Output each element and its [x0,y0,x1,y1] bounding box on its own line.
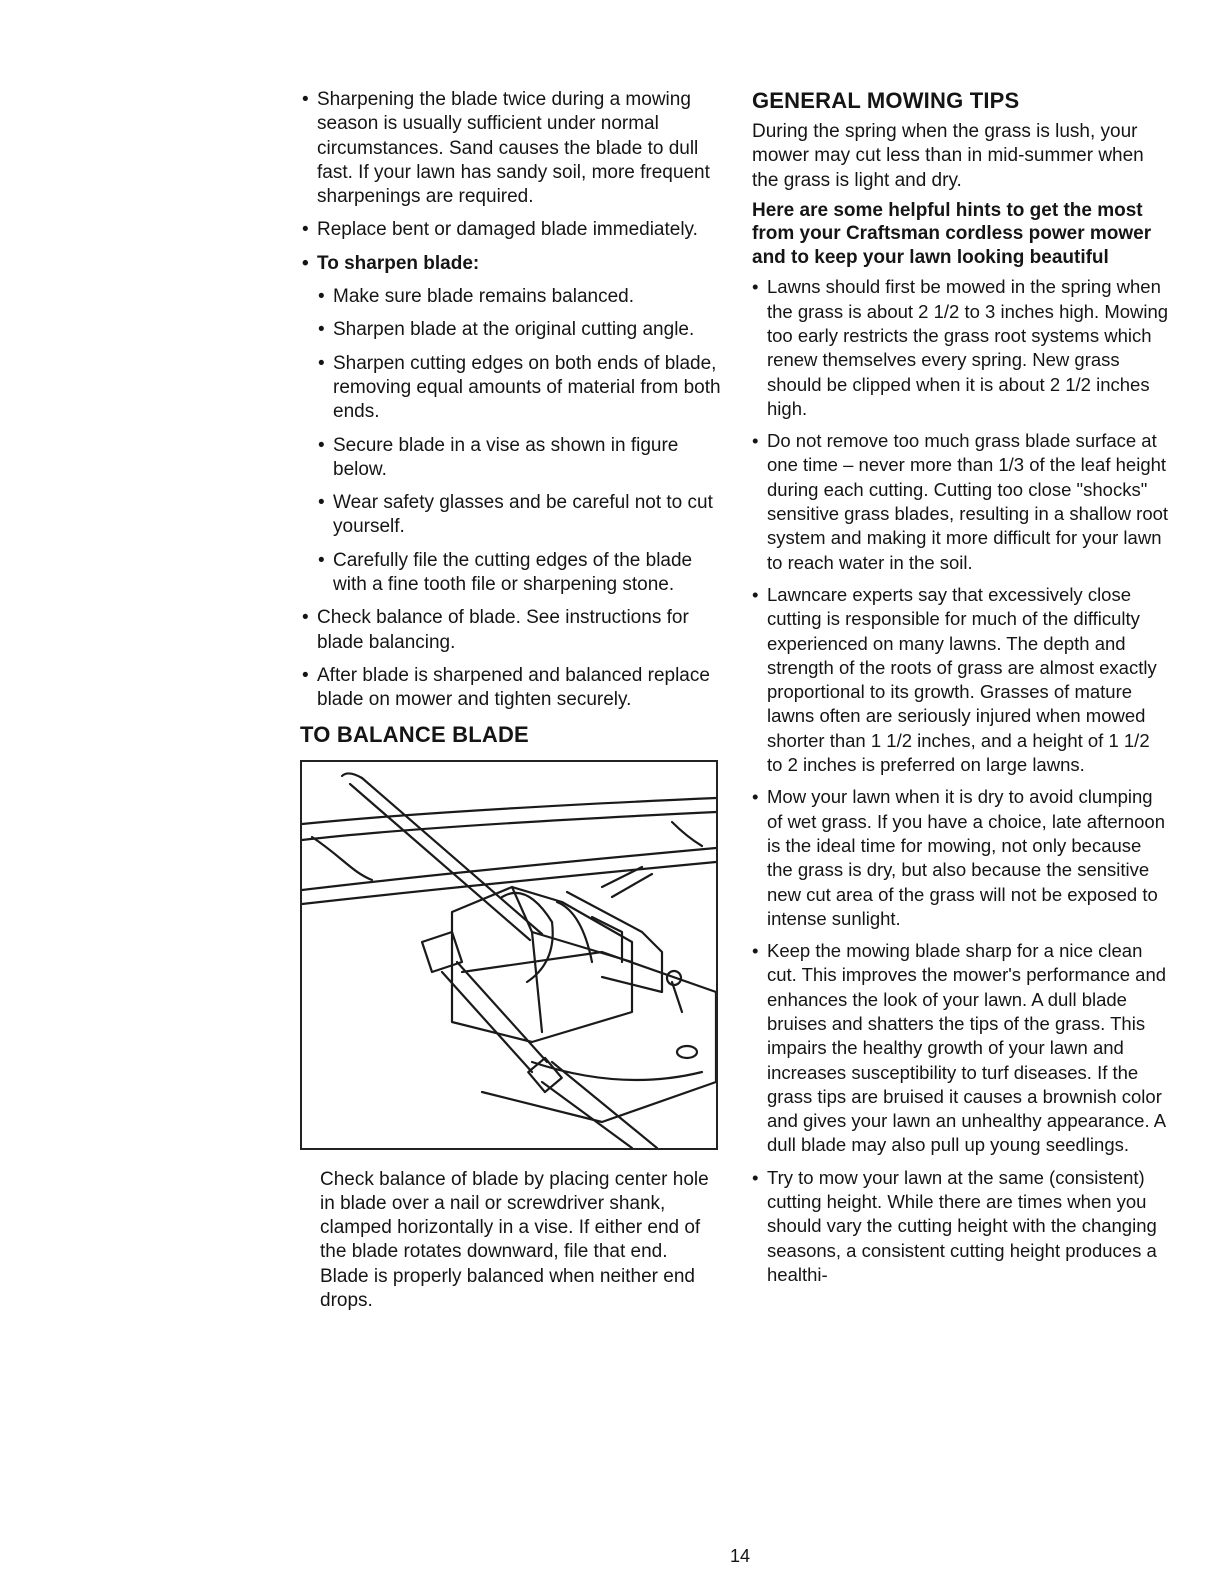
balance-caption: Check balance of blade by placing center hole in blade over a nail or screwdriver shank, clamped horizontally in a vise. If either end of the blade rotates downward, file that end. Blade is properly balanced when neither end drops. [320,1168,709,1312]
vise-figure [300,760,718,1150]
helpful-hints: Here are some helpful hints to get the most from your Craftsman cordless power mower and to keep your lawn looking beautiful [752,199,1152,268]
page-number: 14 [730,1546,751,1566]
sharpen-heading: • To sharpen blade: [300,252,725,276]
bullet-check-balance: • Check balance of blade. See instructions for blade balancing. [300,606,725,655]
right-column [752,88,1170,1295]
mowing-tips-heading: GENERAL MOWING TIPS [752,88,1020,113]
step-balanced: • Make sure blade remains balanced. [316,285,725,309]
mowing-intro: During the spring when the grass is lush, your mower may cut less than in mid-summer when the grass is light and dry. [752,121,1144,191]
tip-close-cutting: • Lawncare experts say that excessively close cutting is responsible for much of the difficulty experienced on many lawns. The depth and strength of the roots of grass are almost exactly proportional to its growth. Grasses of mature lawns often are seriously injured when mowed shorter than 1 1/2 inches, and a height of 1 1/2 to 2 inches is preferred on large lawns. [752,583,1170,777]
left-column [300,88,725,1313]
bullet-replace-securely: • After blade is sharpened and balanced replace blade on mower and tighten securely. [300,664,725,713]
step-safety-glasses: • Wear safety glasses and be careful not to cut yourself. [316,491,725,540]
step-angle: • Sharpen blade at the original cutting angle. [316,318,725,342]
tip-first-mowing: • Lawns should first be mowed in the spring when the grass is about 2 1/2 to 3 inches high. Mowing too early restricts the grass root systems which renew themselves every spring. New grass should be clipped when it is about 2 1/2 inches high. [752,275,1170,421]
bullet-sharpening-frequency: • Sharpening the blade twice during a mowing season is usually sufficient under normal circumstances. Sand causes the blade to dull fast. If your lawn has sandy soil, more frequent sharpenings are required. [300,88,725,209]
step-vise: • Secure blade in a vise as shown in figure below. [316,434,725,483]
tip-mow-dry: • Mow your lawn when it is dry to avoid clumping of wet grass. If you have a choice, late afternoon is the ideal time for mowing, not only because the grass is dry, but also because the sensitive new cut area of the grass will not be exposed to intense sunlight. [752,785,1170,931]
tip-sharp-blade: • Keep the mowing blade sharp for a nice clean cut. This improves the mower's performance and enhances the look of your lawn. A dull blade bruises and shatters the tips of the grass. This impairs the healthy growth of your lawn and increases susceptibility to turf diseases. If the grass tips are bruised it causes a brownish color and gives your lawn an unhealthy appearance. A dull blade may also pull up young seedlings. [752,939,1170,1158]
tip-one-third: • Do not remove too much grass blade surface at one time – never more than 1/3 of the leaf height during each cutting. Cutting too close "shocks" sensitive grass blades, resulting in a shallow root system and making it more difficult for your lawn to reach water in the soil. [752,429,1170,575]
blade-in-vise-illustration [302,762,716,1148]
tip-consistent-height: • Try to mow your lawn at the same (consistent) cutting height. While there are times when you should vary the cutting height with the changing seasons, a consistent cutting height produces a healthi- [752,1166,1170,1287]
balance-heading: TO BALANCE BLADE [300,721,529,747]
step-both-ends: • Sharpen cutting edges on both ends of blade, removing equal amounts of material from both ends. [316,352,725,425]
bullet-replace-blade: • Replace bent or damaged blade immediately. [300,218,725,242]
sharpen-steps [316,285,725,597]
step-file: • Carefully file the cutting edges of the blade with a fine tooth file or sharpening stone. [316,549,725,598]
